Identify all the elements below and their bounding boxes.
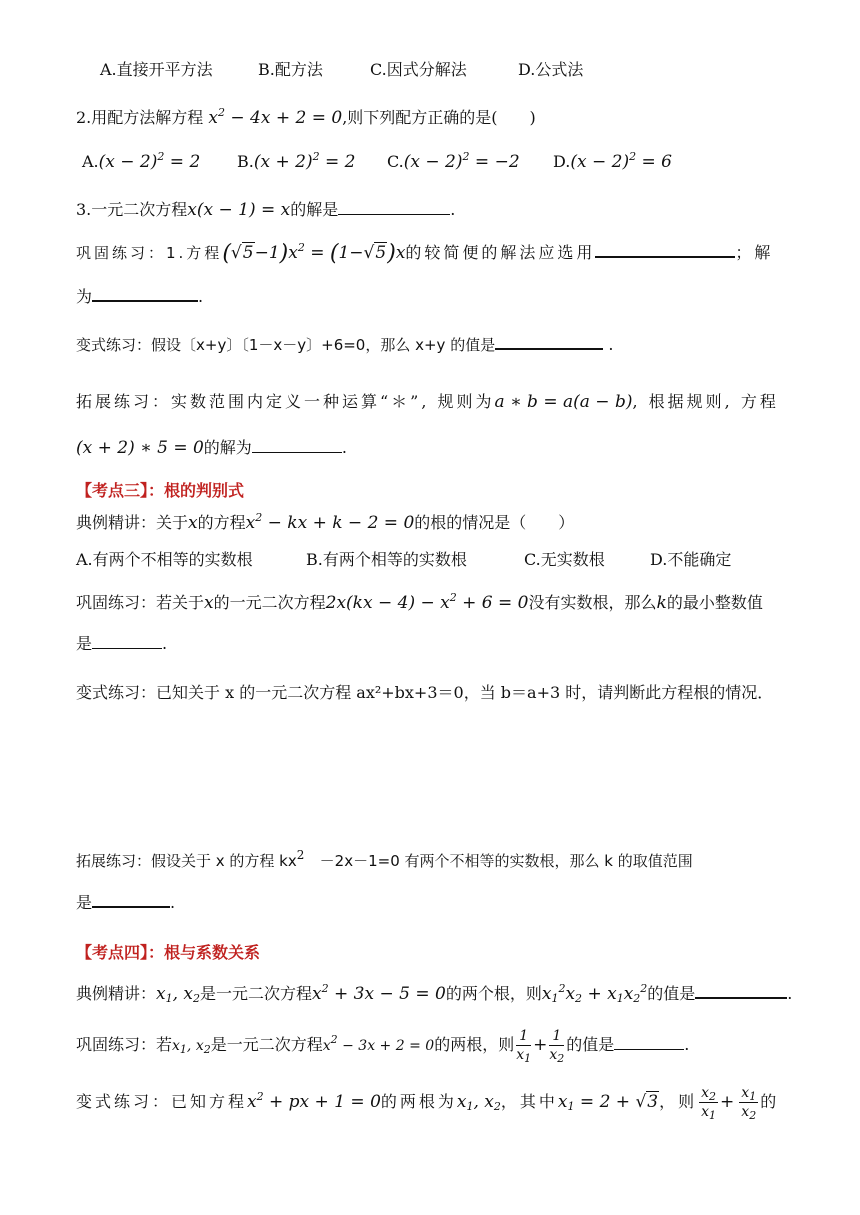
- bianshi4-question: 变式练习：已知方程$x^2$ + px + 1 = 0的两根为$x_1$, $x_2$，其中$x_1 = 2 + √3$，则 $\frac{x_2}{x_1}$ + $\frac{x_1}{x_2}$ 的: [76, 1085, 780, 1122]
- dianli3-options-row: [76, 548, 780, 572]
- q3-question: 3.一元二次方程x(x − 1) = x的解是 .: [76, 196, 780, 222]
- tuozhan1-line1: 拓展练习：实数范围内定义一种运算“＊”, 规则为a ∗ b = a(a − b), 根据规则, 方程: [76, 392, 779, 412]
- q2-option-a: $A.(x - 2)^2 = 2$: [82, 150, 201, 172]
- kaodian3-title: 【考点三】：根的判别式: [76, 481, 245, 500]
- tuozhan1-blank[interactable]: [252, 434, 342, 453]
- q2-question: [76, 106, 780, 130]
- tuozhan1-line2: (x + 2) ∗ 5 = 0的解为 .: [76, 434, 780, 460]
- gonggu3-line2: 是 .: [76, 630, 780, 656]
- q2-equation: $x^2 - 4x + 2 = 0$: [208, 106, 343, 128]
- dianli3-option-a: A.有两个不相等的实数根: [76, 550, 253, 569]
- bianshi1-blank[interactable]: [495, 330, 603, 350]
- gonggu4-blank[interactable]: [614, 1031, 684, 1050]
- dianli3-option-d: D.不能确定: [650, 550, 732, 569]
- gonggu1-solution-blank[interactable]: [92, 282, 198, 302]
- q2-option-b: $B.(x + 2)^2 = 2$: [237, 150, 356, 172]
- gonggu1-line2: 为 .: [76, 282, 780, 309]
- q2-suffix: ,则下列配方正确的是( ): [342, 108, 536, 127]
- q2-options-row: [82, 150, 780, 174]
- q3-answer-blank[interactable]: [338, 196, 450, 215]
- gonggu1-line1: 巩固练习：1.方程$(√5-1)x^2 = (1-√5)x$的较简便的解法应选用 ；解: [76, 238, 780, 266]
- q2-option-d: $D.(x - 2)^2 = 6$: [553, 150, 672, 172]
- dianli3-option-c: C.无实数根: [524, 550, 605, 569]
- gonggu3-line1: 巩固练习：若关于x的一元二次方程$2x(kx - 4) - x^2 + 6 = 0$没有实数根，那么k的最小整数值: [76, 591, 763, 613]
- q1-option-b: B.配方法: [258, 60, 323, 79]
- q2-prefix: 2.用配方法解方程: [76, 108, 204, 127]
- dianli3-option-b: B.有两个相等的实数根: [306, 550, 467, 569]
- dianli4-question: 典例精讲：$x_1$, $x_2$是一元二次方程$x^2 + 3x - 5 = 0$的两个根，则$x_1^2x_2 + x_1x_2^2$的值是 .: [76, 979, 780, 1006]
- tuozhan3-line1: 拓展练习：假设关于 x 的方程 $kx^2$ －2x－1=0 有两个不相等的实数根，那么 k 的取值范围: [76, 848, 693, 870]
- q1-options-row: [100, 58, 780, 82]
- bianshi1-question: 变式练习：假设〔x+y〕〔1－x－y〕+6=0，那么 x+y 的值是 .: [76, 330, 780, 357]
- dianli4-blank[interactable]: [695, 979, 787, 999]
- tuozhan3-blank[interactable]: [92, 888, 170, 908]
- gonggu3-blank[interactable]: [92, 630, 162, 649]
- q1-option-a: A.直接开平方法: [100, 60, 213, 79]
- dianli3-question: 典例精讲：关于x的方程$x^2$ − kx + k − 2 = 0的根的情况是（ ）: [76, 511, 575, 533]
- gonggu4-question: 巩固练习：若$x_1$, $x_2$是一元二次方程$x^2 - 3x + 2 = 0$的两根，则 $\frac{1}{x_1}$ + $\frac{1}{x_2}$ 的值是 .: [76, 1028, 690, 1065]
- gonggu1-method-blank[interactable]: [595, 238, 735, 258]
- q2-option-c: $C.(x - 2)^2 = -2$: [387, 150, 520, 172]
- tuozhan3-line2: 是 .: [76, 888, 780, 915]
- q1-option-c: C.因式分解法: [370, 60, 467, 79]
- bianshi3-question: 变式练习：已知关于 x 的一元二次方程 ax²+bx+3＝0，当 b＝a+3 时，请判断此方程根的情况．: [76, 683, 774, 702]
- q1-option-d: D.公式法: [518, 60, 584, 79]
- kaodian4-title: 【考点四】：根与系数关系: [76, 943, 261, 962]
